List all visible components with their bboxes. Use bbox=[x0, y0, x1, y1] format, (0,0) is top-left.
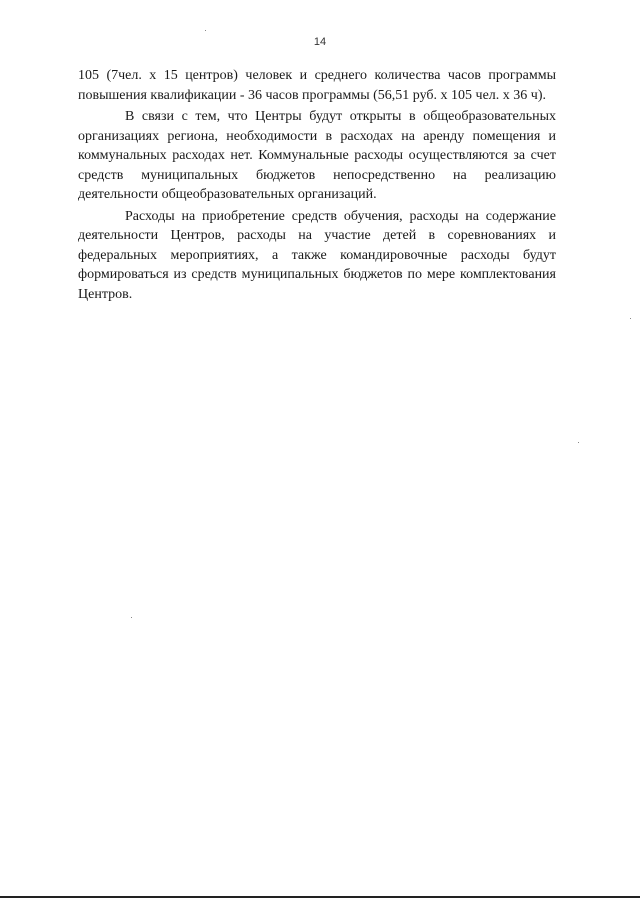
document-body bbox=[78, 66, 556, 306]
scan-speck bbox=[131, 617, 132, 618]
bottom-border-line bbox=[0, 896, 640, 898]
scan-speck bbox=[578, 442, 579, 443]
scan-speck bbox=[205, 30, 206, 31]
paragraph-3: Расходы на приобретение средств обучения, расходы на содержание деятельности Центров, расходы на участие детей в соревнованиях и федеральных мероприятиях, а также командировочные расходы будут формироваться из средств муниципальных бюджетов по мере комплектования Центров. bbox=[78, 208, 556, 302]
page-number: 14 bbox=[313, 36, 327, 48]
paragraph-1: 105 (7чел. х 15 центров) человек и среднего количества часов программы повышения квалификации - 36 часов программы (56,51 руб. х 105 чел. х 36 ч). bbox=[78, 68, 556, 103]
paragraph-2: В связи с тем, что Центры будут открыты в общеобразовательных организациях региона, необходимости в расходах на аренду помещения и коммунальных расходах нет. Коммунальные расходы осуществляются за счет средств муниципальных бюджетов непосредственно на реализацию деятельности общеобразовательных организаций. bbox=[78, 109, 556, 202]
scan-speck bbox=[630, 318, 631, 319]
